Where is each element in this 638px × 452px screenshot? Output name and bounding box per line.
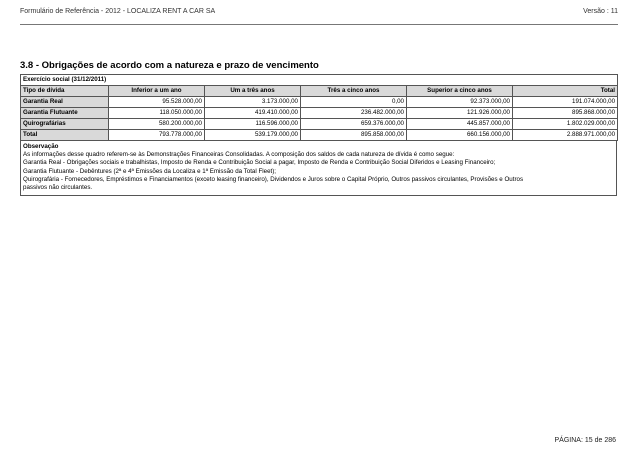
version-label: Versão : 11	[583, 8, 618, 15]
row-label: Garantia Flutuante	[21, 108, 109, 119]
obligations-table-container	[20, 74, 617, 196]
table-cell: 92.373.000,00	[407, 97, 513, 108]
table-cell: 3.173.000,00	[205, 97, 301, 108]
table-cell: 95.528.000,00	[109, 97, 205, 108]
table-cell: 445.857.000,00	[407, 119, 513, 130]
table-cell: 116.596.000,00	[205, 119, 301, 130]
observation-line: As informações desse quadro referem-se às Demonstrações Financeiras Consolidadas. A composição dos saldos de cada natureza de dívida é como segue:	[23, 151, 455, 159]
table-cell: 895.858.000,00	[301, 130, 407, 141]
row-label: Garantia Real	[21, 97, 109, 108]
column-header: Inferior a um ano	[109, 86, 205, 97]
exercise-row	[21, 75, 618, 86]
table-cell: 539.179.000,00	[205, 130, 301, 141]
row-label: Quirografárias	[21, 119, 109, 130]
form-title: Formulário de Referência - 2012 - LOCALIZA RENT A CAR SA	[20, 8, 216, 15]
row-label: Total	[21, 130, 109, 141]
exercise-label: Exercício social (31/12/2011)	[21, 75, 618, 86]
page-number: PÁGINA: 15 de 286	[554, 437, 616, 444]
table-cell: 121.926.000,00	[407, 108, 513, 119]
table-cell: 580.200.000,00	[109, 119, 205, 130]
table-row-total	[21, 130, 618, 141]
table-cell: 191.074.000,00	[513, 97, 618, 108]
column-header: Superior a cinco anos	[407, 86, 513, 97]
table-cell: 0,00	[301, 97, 407, 108]
table-row	[21, 108, 618, 119]
column-header: Tipo de dívida	[21, 86, 109, 97]
table-cell: 793.778.000,00	[109, 130, 205, 141]
page-header	[20, 8, 618, 22]
table-row	[21, 119, 618, 130]
table-cell: 659.376.000,00	[301, 119, 407, 130]
table-cell: 1.802.029.000,00	[513, 119, 618, 130]
observation-box	[20, 141, 617, 196]
table-cell: 419.410.000,00	[205, 108, 301, 119]
column-header: Total	[513, 86, 618, 97]
header-divider	[20, 24, 618, 25]
obligations-table	[20, 74, 618, 141]
table-cell: 660.156.000,00	[407, 130, 513, 141]
observation-line: Quirografária - Fornecedores, Empréstimos e Financiamentos (exceto leasing financeiro), Dividendos e Juros sobre o Capital Próprio, Outros passivos circulantes, Provisões e Outros	[23, 175, 524, 183]
observation-title: Observação	[23, 143, 59, 150]
column-header: Três a cinco anos	[301, 86, 407, 97]
table-row	[21, 97, 618, 108]
observation-line: Garantia Flutuante - Debêntures (2ª e 4ª Emissões da Localiza e 1ª Emissão da Total Fleet);	[23, 167, 277, 175]
section-title: 3.8 - Obrigações de acordo com a natureza e prazo de vencimento	[20, 60, 319, 71]
table-cell: 236.482.000,00	[301, 108, 407, 119]
table-header-row	[21, 86, 618, 97]
table-cell: 118.050.000,00	[109, 108, 205, 119]
observation-line: Garantia Real - Obrigações sociais e trabalhistas, Imposto de Renda e Contribuição Social a pagar, Imposto de Renda e Contribuição Social Diferidos e Leasing Financeiro;	[23, 159, 496, 167]
observation-line: passivos não circulantes.	[23, 184, 93, 192]
table-cell: 895.868.000,00	[513, 108, 618, 119]
table-cell: 2.888.971.000,00	[513, 130, 618, 141]
column-header: Um a três anos	[205, 86, 301, 97]
